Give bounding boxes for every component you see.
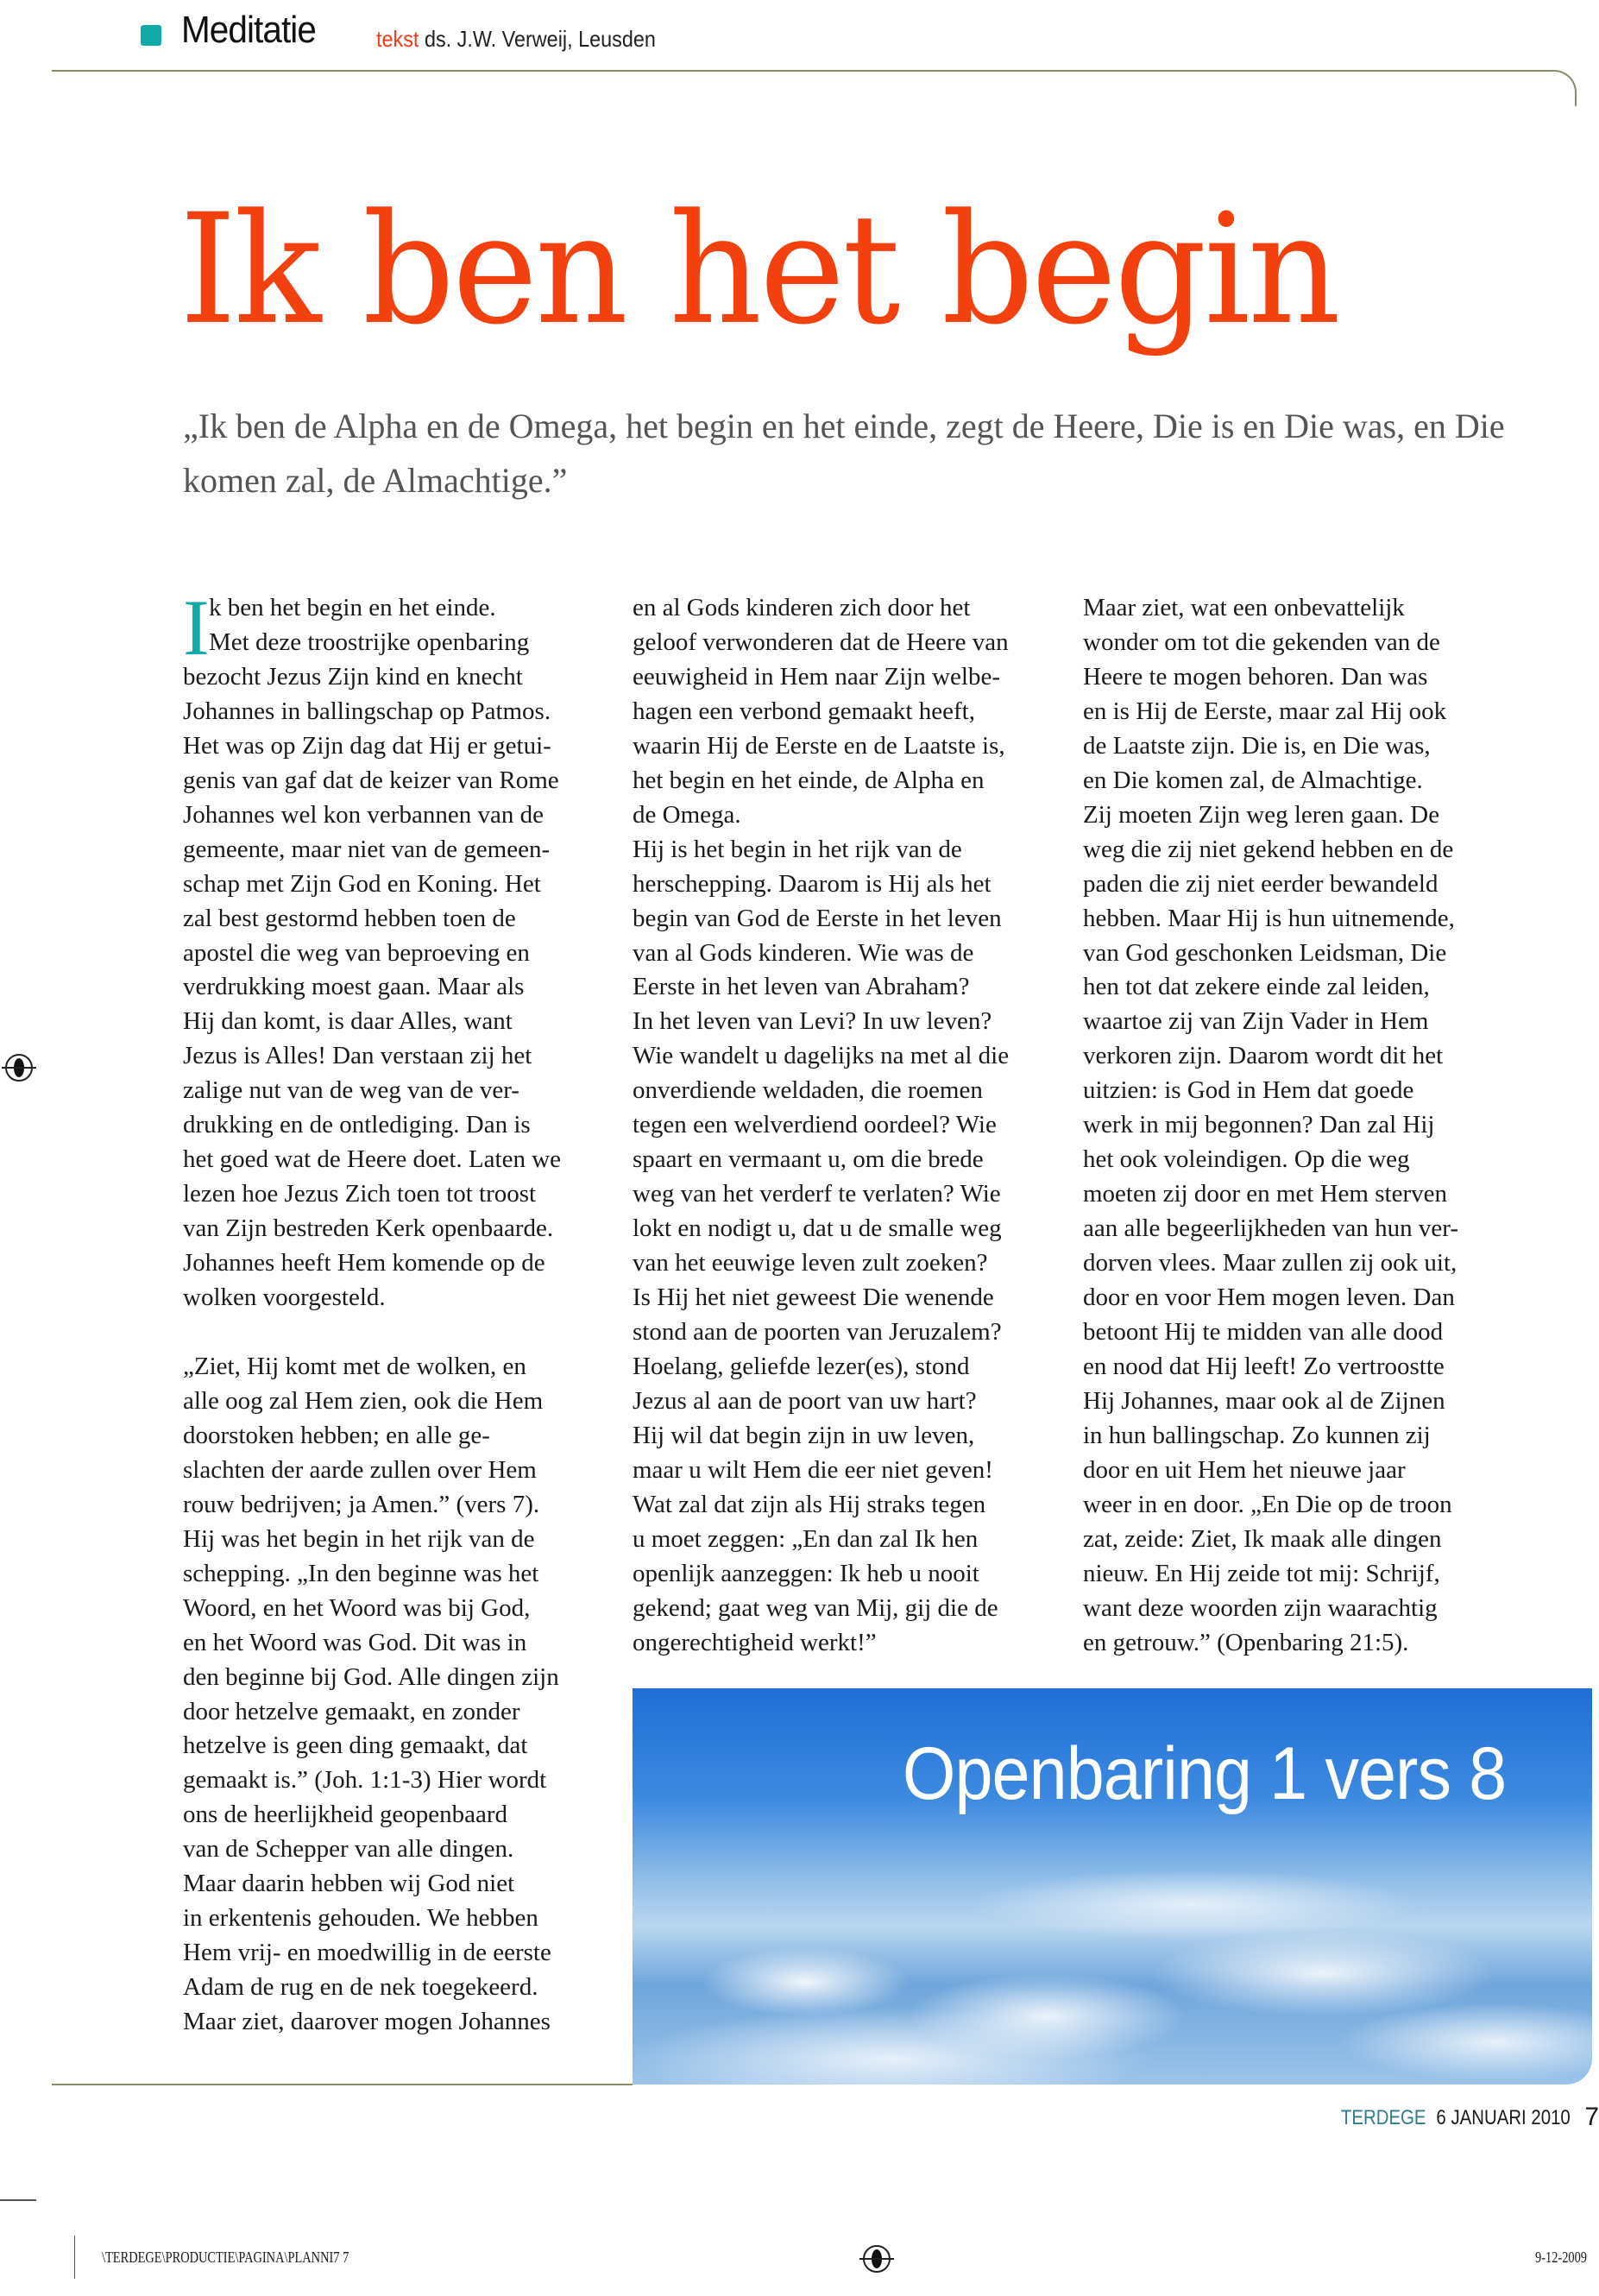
text-line: hetzelve is geen ding gemaakt, dat [183, 1731, 528, 1760]
text-line: en is Hij de Eerste, maar zal Hij ook [1083, 697, 1447, 725]
text-line: Wie wandelt u dagelijks na met al die [633, 1042, 1010, 1070]
text-line: openlijk aanzeggen: Ik heb u nooit [633, 1559, 979, 1587]
text-line: ongerechtigheid werkt!” [633, 1628, 877, 1656]
text-line: Woord, en het Woord was bij God, [183, 1593, 531, 1622]
text-column-1 [183, 583, 562, 2040]
text-line: rouw bedrijven; ja Amen.” (vers 7). [183, 1490, 540, 1518]
text-line: door en uit Hem het nieuwe jaar [1083, 1455, 1406, 1484]
text-line: Johannes wel kon verbannen van de [183, 800, 544, 829]
text-line: paden die zij niet eerder bewandeld [1083, 869, 1438, 898]
text-line: onverdiende weldaden, die roemen [633, 1076, 983, 1105]
text-line: moeten zij door en met Hem sterven [1083, 1180, 1447, 1208]
text-line: tegen een welverdiend oordeel? Wie [633, 1111, 997, 1139]
crop-mark [74, 2236, 75, 2279]
text-line: bezocht Jezus Zijn kind en knecht [183, 662, 523, 691]
section-label: Meditatie [181, 9, 316, 51]
text-line: het goed wat de Heere doet. Laten we [183, 1145, 562, 1174]
text-line: herschepping. Daarom is Hij als het [633, 869, 992, 898]
text-line: Hem vrij- en moedwillig in de eerste [183, 1939, 551, 1967]
text-line: Maar daarin hebben wij God niet [183, 1870, 515, 1898]
text-line: drukking en de ontlediging. Dan is [183, 1111, 531, 1139]
text-line: van God geschonken Leidsman, Die [1083, 938, 1447, 967]
text-line: ons de heerlijkheid geopenbaard [183, 1801, 508, 1829]
text-line: waartoe zij van Zijn Vader in Hem [1083, 1007, 1429, 1036]
issue-date: 6 JANUARI 2010 [1436, 2106, 1571, 2129]
text-line: en getrouw.” (Openbaring 21:5). [1083, 1628, 1409, 1656]
drop-cap: I [183, 583, 210, 672]
page-footer [1341, 2106, 1571, 2130]
byline-label: tekst [376, 26, 419, 52]
text-column-2 [633, 591, 1009, 1661]
text-line: Het was op Zijn dag dat Hij er getui- [183, 731, 551, 760]
page-title: Ik ben het begin [179, 181, 1338, 358]
text-line: wolken voorgesteld. [183, 1284, 386, 1312]
text-line: eeuwigheid in Hem naar Zijn welbe- [633, 662, 1000, 691]
text-line: van het eeuwige leven zult zoeken? [633, 1249, 988, 1277]
text-line: In het leven van Levi? In uw leven? [633, 1007, 992, 1036]
text-line: weg van het verderf te verlaten? Wie [633, 1180, 1001, 1208]
section-marker-icon [141, 25, 161, 46]
text-line: apostel die weg van beproeving en [183, 938, 530, 967]
text-line: weer in en door. „En Die op de troon [1083, 1490, 1452, 1518]
crop-mark [0, 2199, 36, 2201]
text-line: weg die zij niet gekend hebben en de [1083, 835, 1454, 863]
text-line: aan alle begeerlijkheden van hun ver- [1083, 1214, 1459, 1243]
text-line: verkoren zijn. Daarom wordt dit het [1083, 1042, 1444, 1070]
text-line: Hoelang, geliefde lezer(es), stond [633, 1352, 970, 1380]
text-line: schap met Zijn God en Koning. Het [183, 869, 541, 898]
text-line: slachten der aarde zullen over Hem [183, 1455, 537, 1484]
text-line: van de Schepper van alle dingen. [183, 1835, 514, 1864]
text-line: en al Gods kinderen zich door het [633, 594, 971, 621]
text-line: Jezus is Alles! Dan verstaan zij het [183, 1042, 532, 1070]
text-line: uitzien: is God in Hem dat goede [1083, 1076, 1414, 1105]
text-line: in erkentenis gehouden. We hebben [183, 1904, 538, 1933]
text-line: k ben het begin en het einde. [209, 594, 496, 621]
text-line: stond aan de poorten van Jeruzalem? [633, 1318, 1002, 1347]
print-slug-date: 9-12-2009 [1535, 2249, 1587, 2266]
text-line: Maar ziet, wat een onbevattelijk [1083, 594, 1405, 621]
text-line: Maar ziet, daarover mogen Johannes [183, 2008, 551, 2036]
text-line: en nood dat Hij leeft! Zo vertroostte [1083, 1352, 1445, 1380]
text-line: van Zijn bestreden Kerk openbaarde. [183, 1214, 554, 1243]
byline [376, 26, 656, 53]
text-line: waarin Hij de Eerste en de Laatste is, [633, 731, 1005, 760]
text-line: het ook voleindigen. Op die weg [1083, 1145, 1410, 1174]
text-line: Eerste in het leven van Abraham? [633, 973, 970, 1001]
magazine-name: TERDEGE [1341, 2106, 1426, 2129]
text-line: „Ziet, Hij komt met de wolken, en [183, 1352, 526, 1380]
text-line: Heere te mogen behoren. Dan was [1083, 662, 1428, 691]
text-line: Wat zal dat zijn als Hij straks tegen [633, 1490, 986, 1518]
registration-mark-icon [5, 1054, 33, 1082]
text-line: zal best gestormd hebben toen de [183, 904, 516, 932]
text-line: betoont Hij te midden van alle dood [1083, 1318, 1444, 1347]
text-line: nieuw. En Hij zeide tot mij: Schrijf, [1083, 1559, 1440, 1587]
registration-mark-icon [863, 2245, 891, 2273]
text-line: in hun ballingschap. Zo kunnen zij [1083, 1421, 1431, 1449]
byline-author: ds. J.W. Verweij, Leusden [424, 26, 656, 52]
text-line: Hij dan komt, is daar Alles, want [183, 1007, 513, 1036]
text-line: verdrukking moest gaan. Maar als [183, 973, 525, 1001]
text-line: van al Gods kinderen. Wie was de [633, 938, 974, 967]
text-line: Is Hij het niet geweest Die wenende [633, 1284, 994, 1312]
text-line: lezen hoe Jezus Zich toen tot troost [183, 1180, 537, 1208]
text-line: door hetzelve gemaakt, en zonder [183, 1697, 520, 1725]
text-line: genis van gaf dat de keizer van Rome [183, 766, 559, 794]
text-line: zalige nut van de weg van de ver- [183, 1076, 519, 1105]
text-line: gemeente, maar niet van de gemeen- [183, 835, 551, 863]
text-line: Jezus al aan de poort van uw hart? [633, 1386, 977, 1415]
text-line: begin van God de Eerste in het leven [633, 904, 1002, 932]
text-line: werk in mij begonnen? Dan zal Hij [1083, 1111, 1435, 1139]
text-line [183, 1315, 561, 1350]
footer-divider [52, 2084, 633, 2085]
text-line: alle oog zal Hem zien, ook die Hem [183, 1386, 544, 1415]
text-line: Zij moeten Zijn weg leren gaan. De [1083, 800, 1440, 829]
text-line: schepping. „In den beginne was het [183, 1559, 539, 1587]
text-line: den beginne bij God. Alle dingen zijn [183, 1662, 559, 1691]
text-line: hen tot dat zekere einde zal leiden, [1083, 973, 1430, 1001]
text-line: zat, zeide: Ziet, Ik maak alle dingen [1083, 1524, 1442, 1553]
text-line: gemaakt is.” (Joh. 1:1-3) Hier wordt [183, 1766, 547, 1795]
image-caption: Openbaring 1 vers 8 [902, 1732, 1506, 1815]
text-line: door en voor Hem mogen leven. Dan [1083, 1284, 1455, 1312]
text-line: de Laatste zijn. Die is, en Die was, [1083, 731, 1431, 760]
text-line: en Die komen zal, de Almachtige. [1083, 766, 1423, 794]
text-line: gekend; gaat weg van Mij, gij die de [633, 1593, 998, 1622]
text-line: hagen een verbond gemaakt heeft, [633, 697, 975, 725]
text-line: u moet zeggen: „En dan zal Ik hen [633, 1524, 979, 1553]
print-slug-path: \TERDEGE\PRODUCTIE\PAGINA\PLANNI7 7 [102, 2249, 349, 2266]
text-line: doorstoken hebben; en alle ge- [183, 1421, 490, 1449]
text-column-3 [1083, 591, 1458, 1661]
header-divider [52, 70, 1577, 106]
text-line: Met deze troostrijke openbaring [209, 628, 530, 656]
text-line: maar u wilt Hem die eer niet geven! [633, 1455, 993, 1484]
text-line: en het Woord was God. Dit was in [183, 1628, 527, 1656]
sky-clouds-image [633, 1688, 1592, 2085]
text-line: Hij was het begin in het rijk van de [183, 1524, 535, 1553]
text-line: dorven vlees. Maar zullen zij ook uit, [1083, 1249, 1457, 1277]
text-line: want deze woorden zijn waarachtig [1083, 1593, 1438, 1622]
text-line: wonder om tot die gekenden van de [1083, 628, 1440, 656]
text-line: het begin en het einde, de Alpha en [633, 766, 985, 794]
text-line: de Omega. [633, 800, 741, 829]
text-line: Johannes in ballingschap op Patmos. [183, 697, 551, 725]
text-line: geloof verwonderen dat de Heere van [633, 628, 1009, 656]
text-line: hebben. Maar Hij is hun uitnemende, [1083, 904, 1455, 932]
text-line: Johannes heeft Hem komende op de [183, 1249, 545, 1277]
page-number: 7 [1584, 2103, 1599, 2131]
text-line: Hij wil dat begin zijn in uw leven, [633, 1421, 975, 1449]
text-line: Hij Johannes, maar ook al de Zijnen [1083, 1386, 1445, 1415]
text-line: Adam de rug en de nek toegekeerd. [183, 1973, 538, 2002]
text-line: spaart en vermaant u, om die brede [633, 1145, 984, 1174]
subtitle-quote: „Ik ben de Alpha en de Omega, het begin en het einde, zegt de Heere, Die is en Die was, en Die komen zal, de Almachtige.” [183, 407, 1505, 500]
text-line: Hij is het begin in het rijk van de [633, 835, 962, 863]
text-line: lokt en nodigt u, dat u de smalle weg [633, 1214, 1002, 1243]
